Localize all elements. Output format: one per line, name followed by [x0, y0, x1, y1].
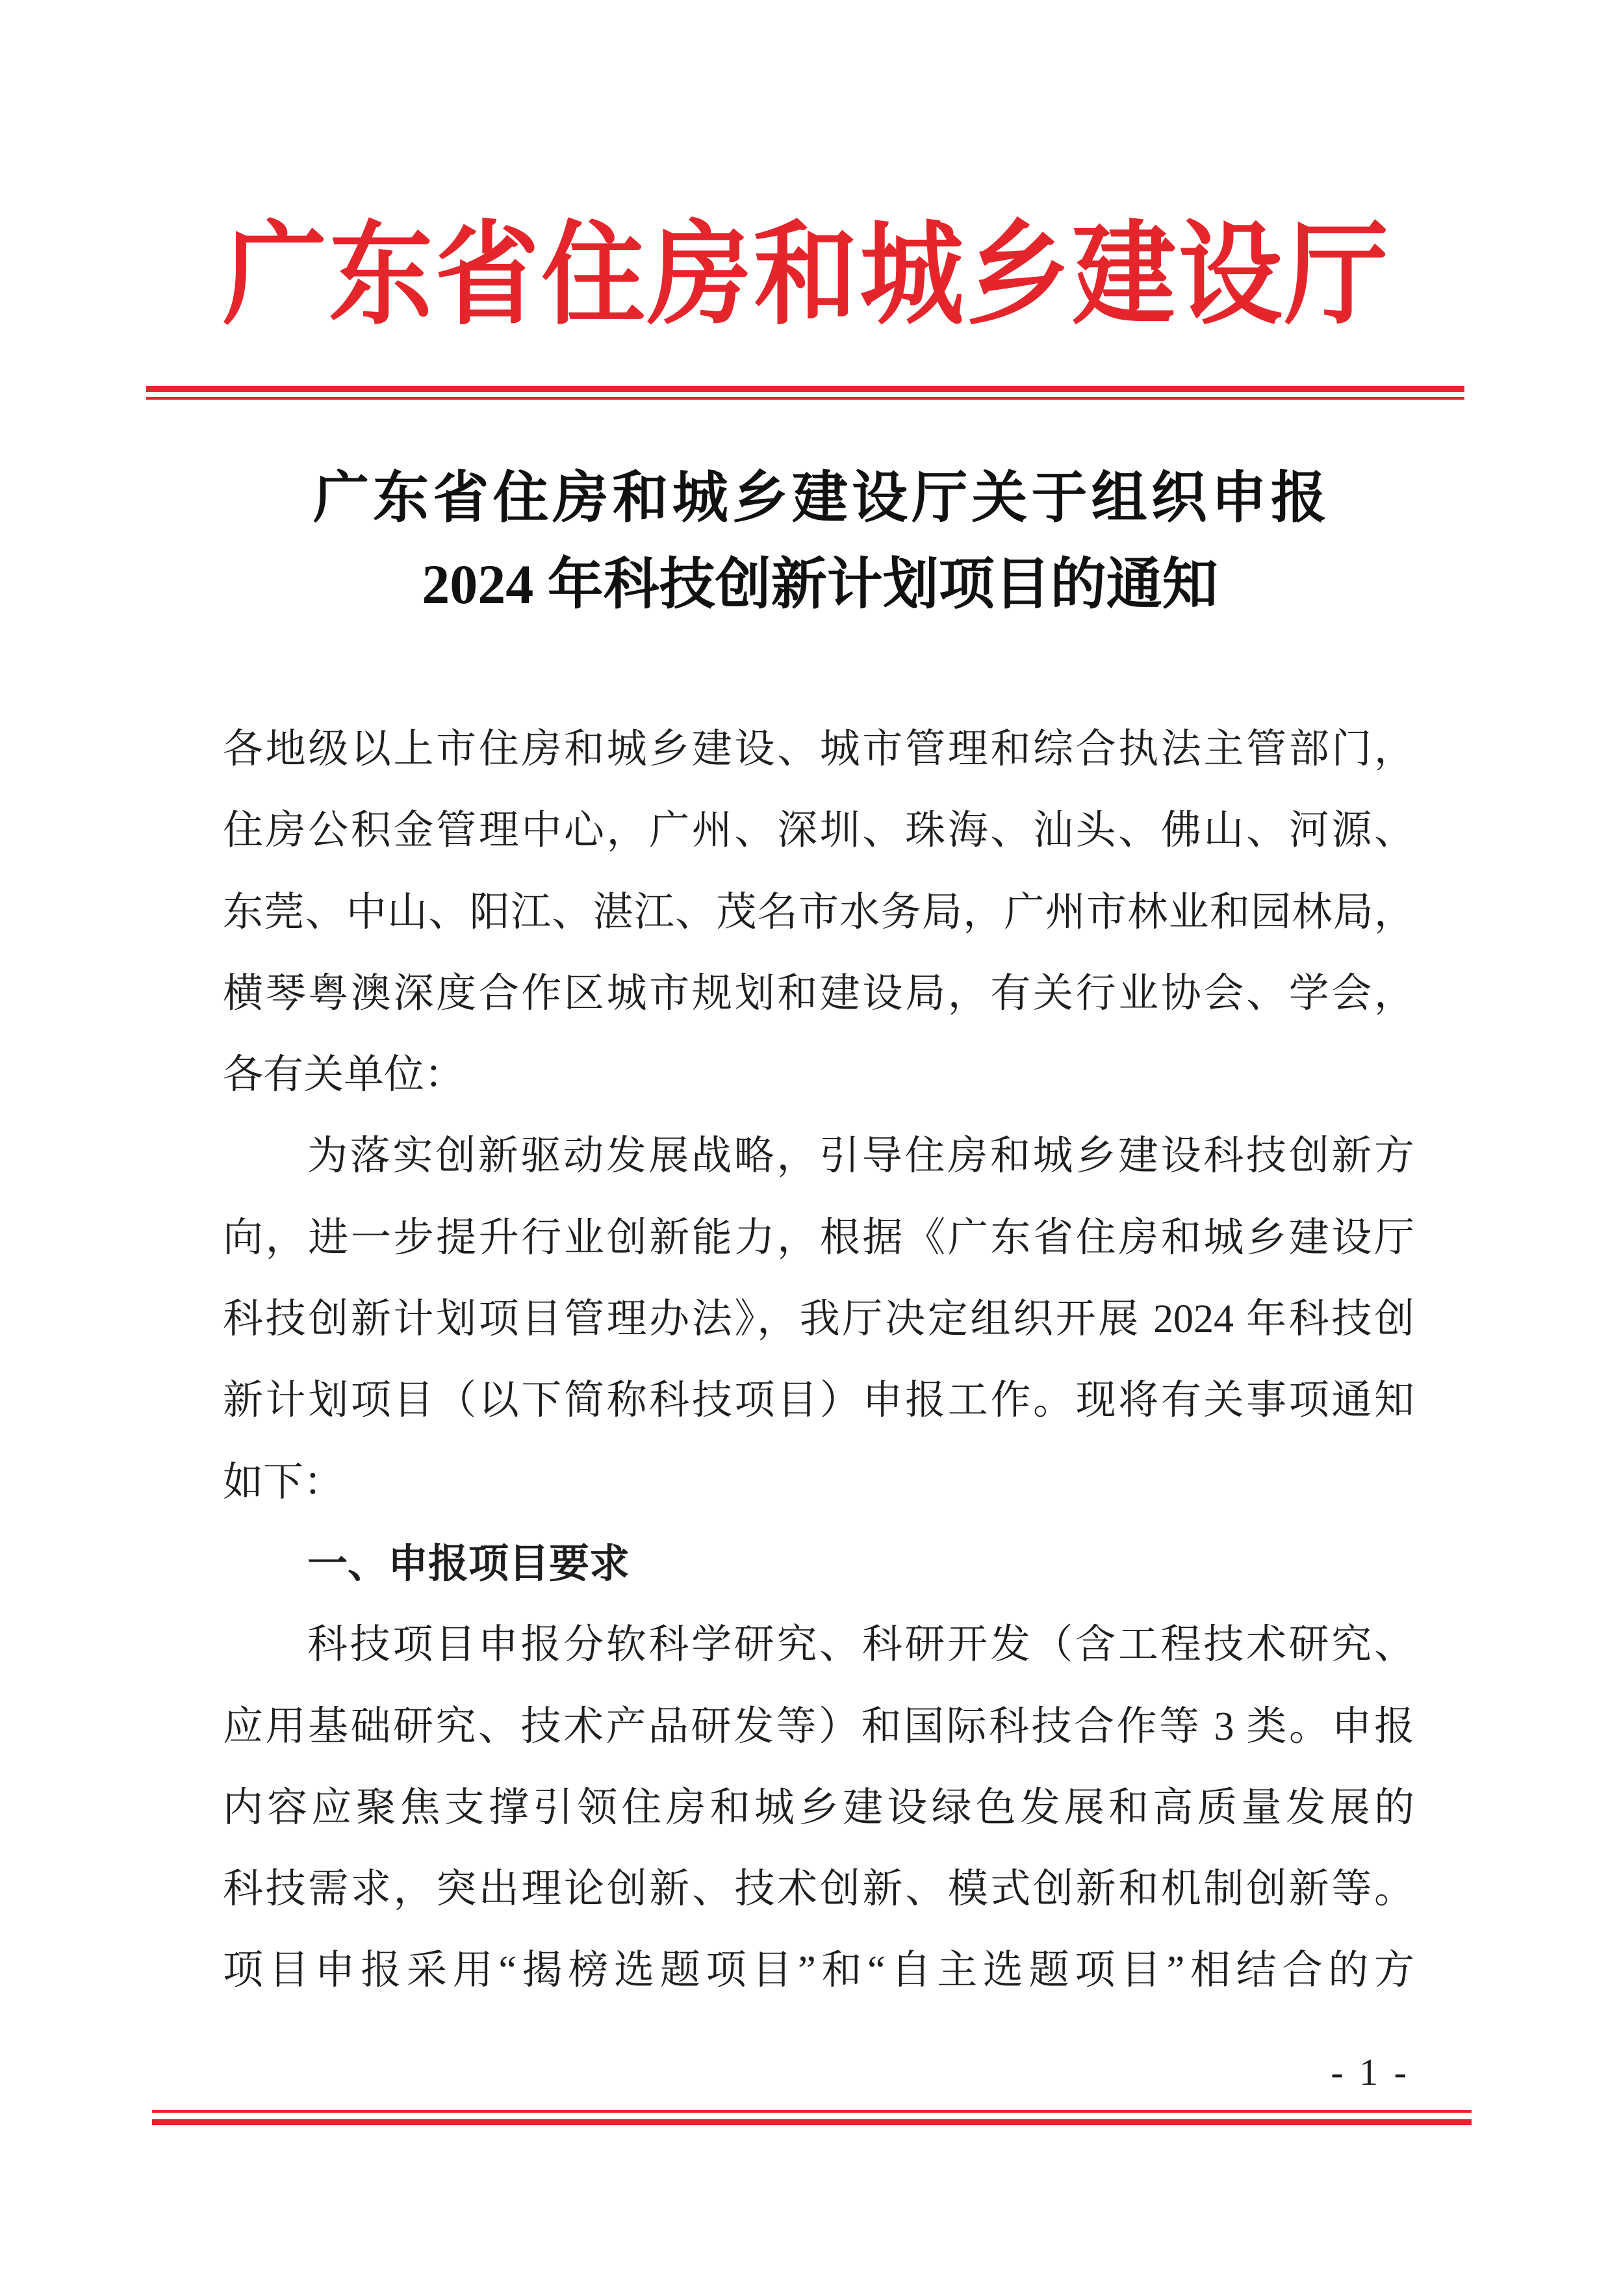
document-title	[313, 455, 1327, 628]
title-line: 广东省住房和城乡建设厅关于组织申报	[313, 467, 1327, 529]
title-line: 2024 年科技创新计划项目的通知	[422, 553, 1218, 615]
letterhead-rule-thin	[146, 397, 1464, 400]
footer-rule-thick	[152, 2119, 1472, 2125]
paragraph-line: 内容应聚焦支撑引领住房和城乡建设绿色发展和高质量发展的	[223, 1785, 1414, 1830]
letterhead-rule-thick	[146, 386, 1464, 392]
paragraph-line: 项目申报采用“揭榜选题项目”和“自主选题项目”相结合的方	[223, 1948, 1414, 1993]
paragraph-line: 为落实创新驱动发展战略，引导住房和城乡建设科技创新方	[307, 1134, 1414, 1179]
section-heading: 一、申报项目要求	[307, 1541, 630, 1586]
paragraph-line: 科技创新计划项目管理办法》，我厅决定组织开展 2024 年科技创	[223, 1297, 1414, 1342]
recipients-line: 横琴粤澳深度合作区城市规划和建设局，有关行业协会、学会，	[223, 971, 1414, 1016]
paragraph-line: 新计划项目（以下简称科技项目）申报工作。现将有关事项通知	[223, 1378, 1414, 1423]
paragraph-line: 科技项目申报分软科学研究、科研开发（含工程技术研究、	[307, 1623, 1414, 1668]
recipients-line: 住房公积金管理中心，广州、深圳、珠海、汕头、佛山、河源、	[223, 808, 1414, 853]
recipients-line: 东莞、中山、阳江、湛江、茂名市水务局，广州市林业和园林局，	[223, 890, 1414, 935]
recipients-line: 各地级以上市住房和城乡建设、城市管理和综合执法主管部门，	[223, 727, 1414, 771]
paragraph-line: 向，进一步提升行业创新能力，根据《广东省住房和城乡建设厅	[223, 1215, 1414, 1260]
footer-rule-thin	[152, 2110, 1472, 2113]
page-number: - 1 -	[1331, 2051, 1410, 2093]
paragraph-line: 如下：	[223, 1460, 344, 1504]
recipients-line: 各有关单位：	[223, 1053, 465, 1098]
document-body	[223, 709, 1414, 2012]
issuer-letterhead: 广东省住房和城乡建设厅	[223, 208, 1388, 341]
paragraph-line: 应用基础研究、技术产品研发等）和国际科技合作等 3 类。申报	[223, 1704, 1414, 1749]
paragraph-line: 科技需求，突出理论创新、技术创新、模式创新和机制创新等。	[223, 1867, 1414, 1912]
